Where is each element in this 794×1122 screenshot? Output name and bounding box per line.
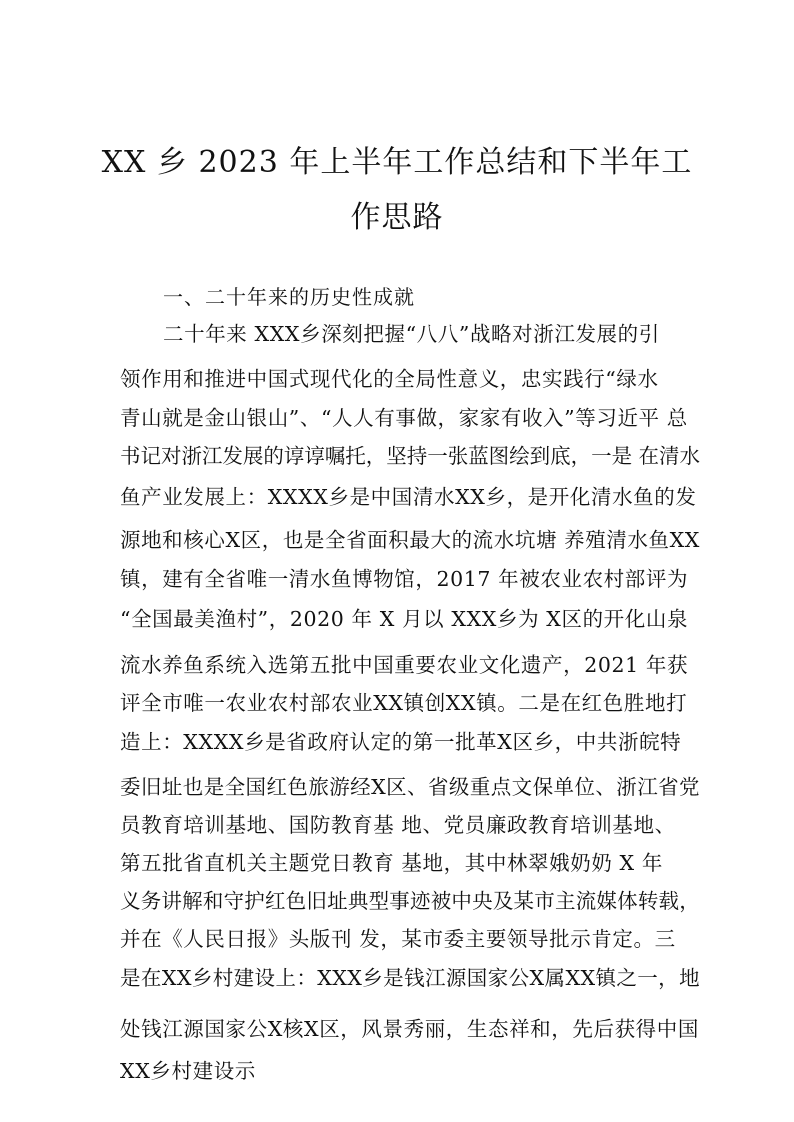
paragraph-line: 第五批省直机关主题党日教育 基地，其中林翠娥奶奶 X 年 xyxy=(120,851,663,875)
paragraph-line: XX乡村建设示 xyxy=(120,1059,256,1083)
paragraph-line: 造上：XXXX乡是省政府认定的第一批革X区乡，中共浙皖特 xyxy=(120,730,682,754)
paragraph-line: 青山就是金山银山”、“人人有事做，家家有收入”等习近平 总 xyxy=(120,406,688,430)
paragraph-line: 鱼产业发展上：XXXX乡是中国清水XX乡，是开化清水鱼的发 xyxy=(120,485,697,509)
paragraph-line: “全国最美渔村”，2020 年 X 月以 XXX乡为 X区的开化山泉 xyxy=(120,607,689,631)
paragraph-line: 处钱江源国家公X核X区，风景秀丽，生态祥和，先后获得中国 xyxy=(120,1017,699,1041)
document-title-line-2: 作思路 xyxy=(350,200,444,235)
paragraph-line: 义务讲解和守护红色旧址典型事迹被中央及某市主流媒体转载， xyxy=(120,889,700,913)
paragraph-line: 是在XX乡村建设上：XXX乡是钱江源国家公X属XX镇之一，地 xyxy=(120,966,700,990)
paragraph-line: 并在《人民日报》头版刊 发，某市委主要领导批示肯定。三 xyxy=(120,927,676,951)
paragraph-line: 二十年来 XXX乡深刻把握“八八”战略对浙江发展的引 xyxy=(163,322,660,346)
paragraph-line: 领作用和推进中国式现代化的全局性意义，忠实践行“绿水 xyxy=(120,367,659,391)
document-title-line-1: XX 乡 2023 年上半年工作总结和下半年工 xyxy=(101,145,693,180)
paragraph-line: 镇，建有全省唯一清水鱼博物馆，2017 年被农业农村部评为 xyxy=(120,567,689,591)
paragraph-line: 员教育培训基地、国防教育基 地、党员廉政教育培训基地、 xyxy=(120,813,676,837)
paragraph-line: 书记对浙江发展的谆谆嘱托，坚持一张蓝图绘到底，一是 在清水 xyxy=(120,444,700,468)
paragraph-line: 源地和核心X区，也是全省面积最大的流水坑塘 养殖清水鱼XX xyxy=(120,528,700,552)
paragraph-line: 委旧址也是全国红色旅游经X区、省级重点文保单位、浙江省党 xyxy=(120,775,700,799)
section-heading: 一、二十年来的历史性成就 xyxy=(163,285,415,309)
paragraph-line: 流水养鱼系统入选第五批中国重要农业文化遗产，2021 年获 xyxy=(120,653,689,677)
paragraph-line: 评全市唯一农业农村部农业XX镇创XX镇。二是在红色胜地打 xyxy=(120,691,688,715)
